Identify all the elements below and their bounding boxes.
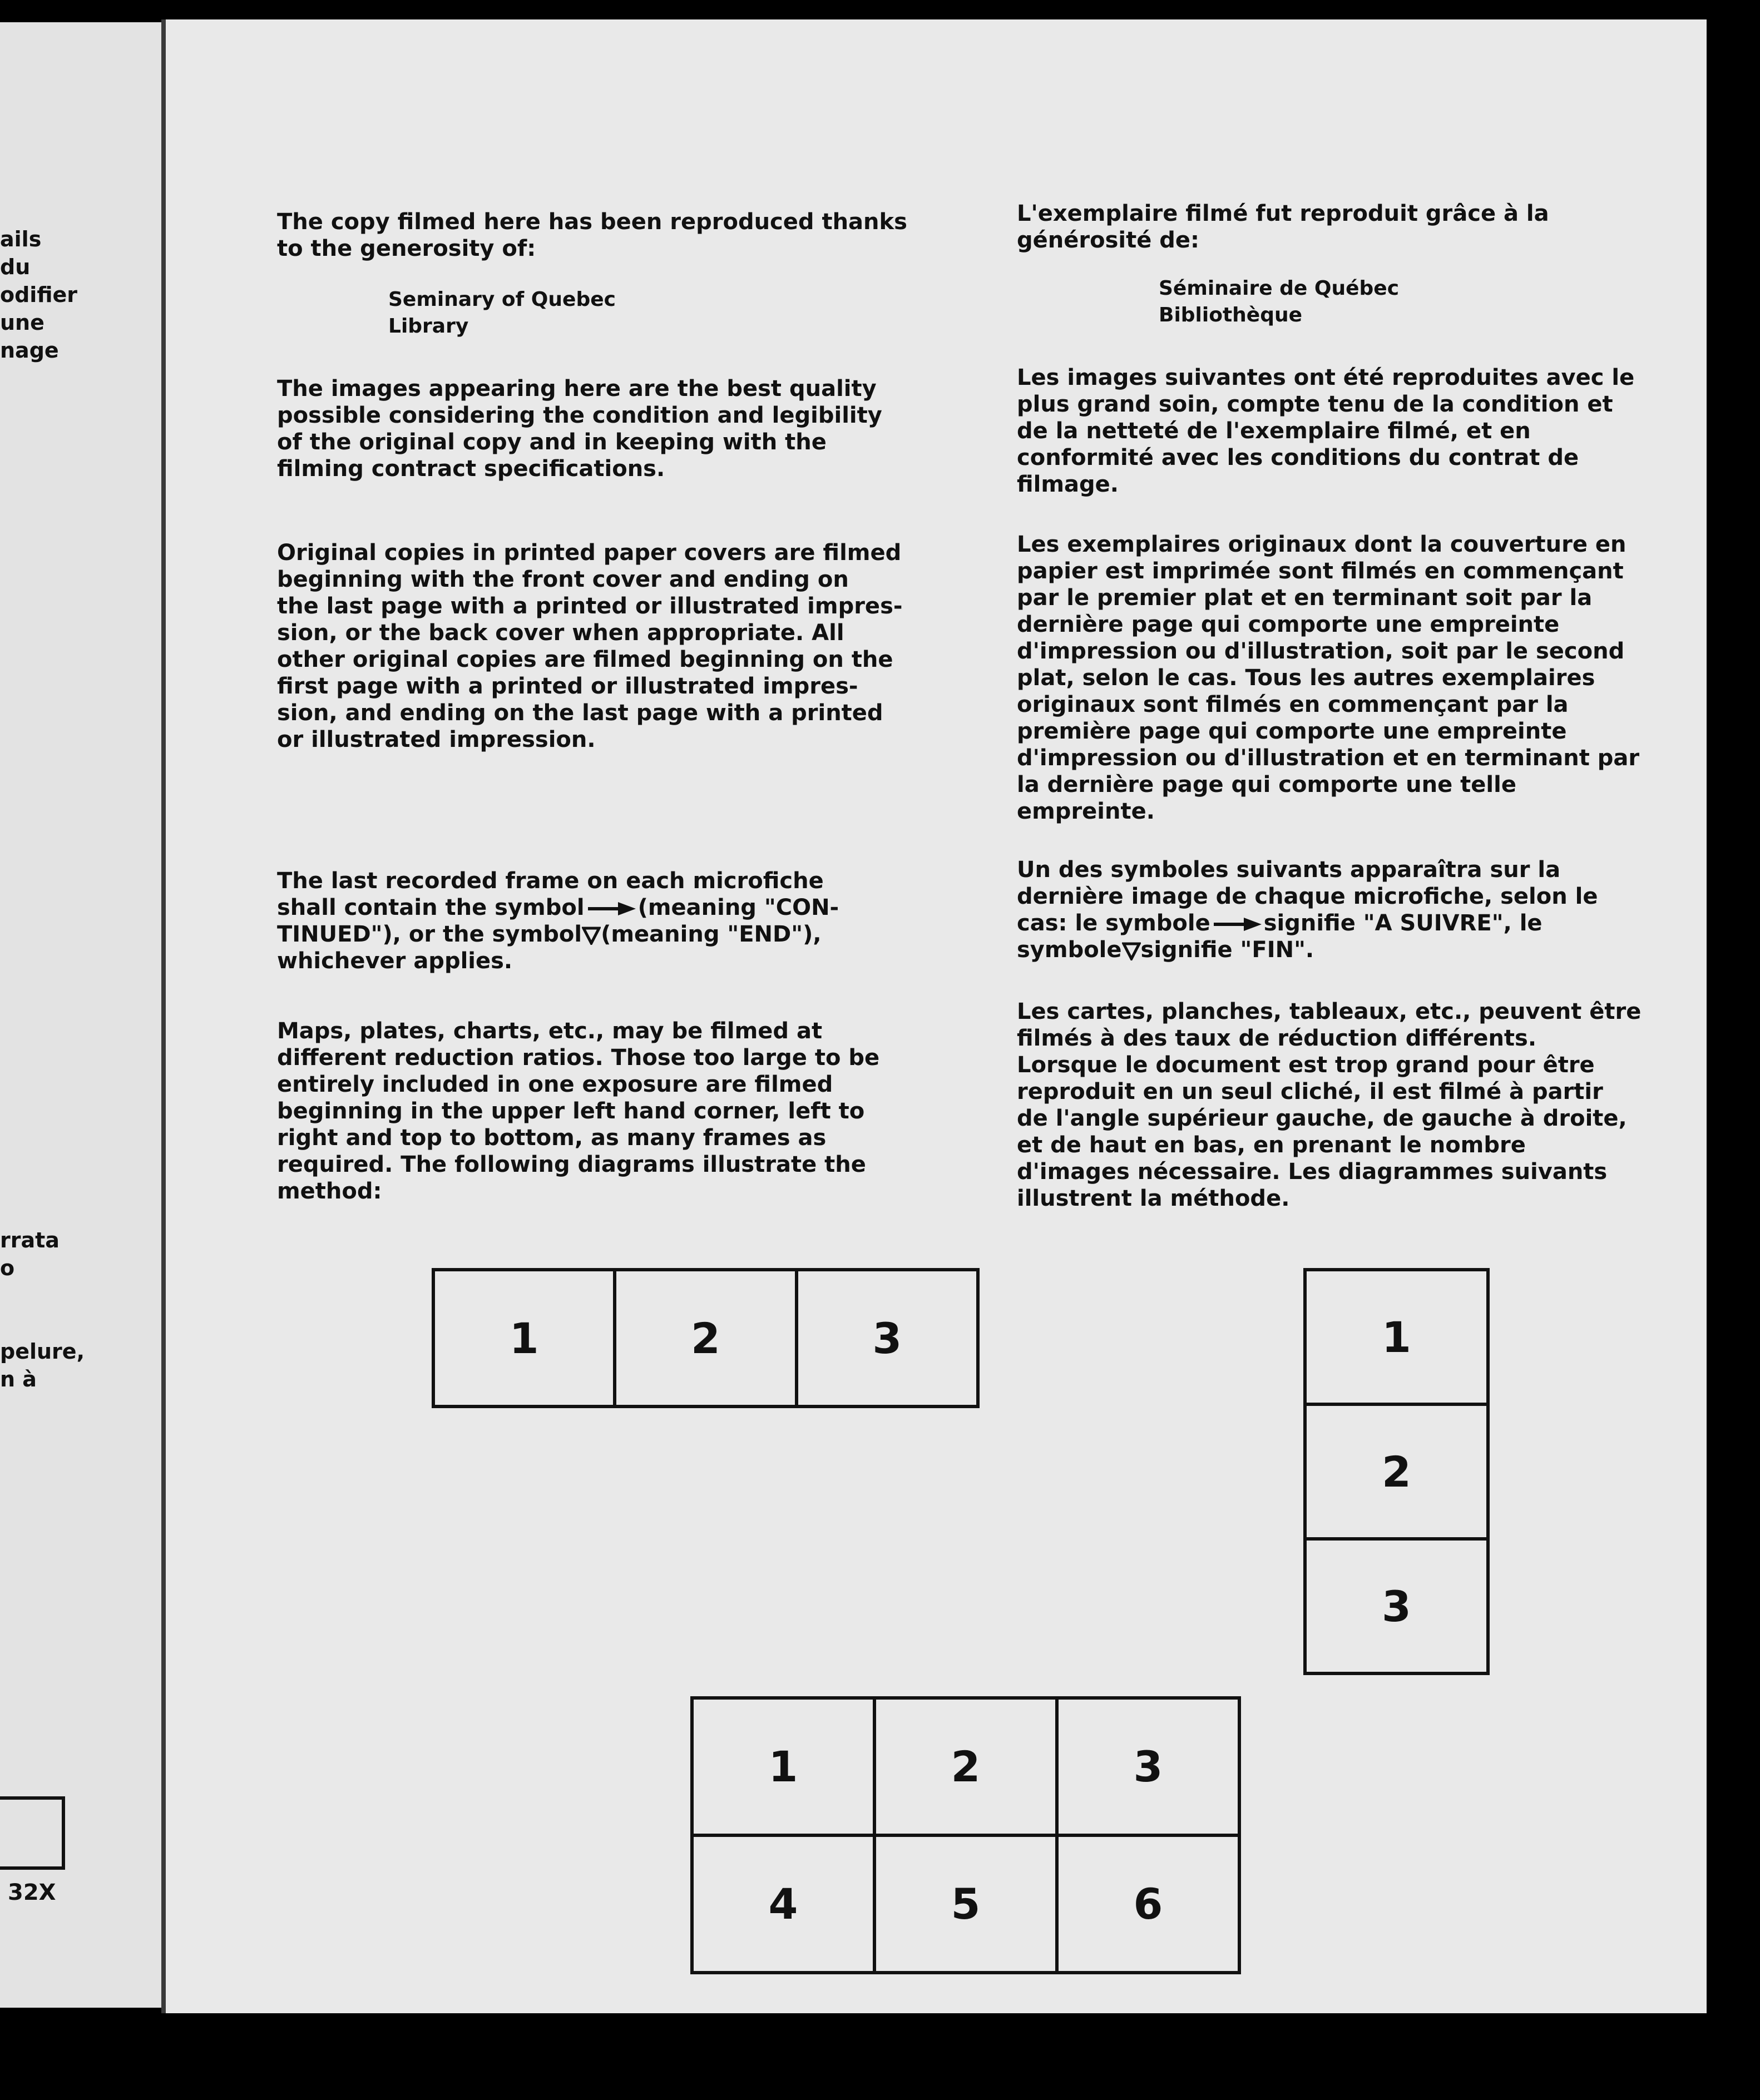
triangle-down-icon (582, 926, 601, 945)
symbols-text: The last recorded frame on each microfiche shall contain the symbol (277, 868, 824, 920)
frame-cell: 3 (1305, 1539, 1488, 1673)
frame-cell: 6 (1057, 1835, 1239, 1973)
diagram-row (432, 1268, 980, 1408)
thanks-paragraph: L'exemplaire filmé fut reproduit grâce à la générosité de: (1017, 201, 1549, 253)
frame-cell: 1 (433, 1270, 615, 1406)
symbols-text: signifie "A SUIVRE", le symbole (1017, 910, 1543, 963)
symbols-text: (meaning "CON- TINUED"), or the symbol (277, 895, 839, 947)
frame-cell: 1 (1305, 1270, 1488, 1404)
thanks-paragraph: The copy filmed here has been reproduced thanks to the generosity of: (277, 209, 907, 261)
symbols-paragraph (277, 868, 839, 974)
reduction-box (0, 1796, 65, 1870)
triangle-down-icon (1122, 942, 1141, 960)
maps-paragraph: Maps, plates, charts, etc., may be filmed at different reduction ratios. Those too large to be entirely included in one exposure are filmed beginning in the upper left hand corner, left to right and top to bottom, as many frames as required. The following diagrams illustrate the method: (277, 1018, 880, 1204)
fragment-text: n à (0, 1367, 37, 1391)
fragment-text: o (0, 1256, 15, 1280)
fragment-text: nage (0, 338, 59, 363)
frame-cell: 3 (1057, 1698, 1239, 1835)
frame-cell: 3 (797, 1270, 978, 1406)
fragment-text: odifier (0, 283, 78, 307)
frame-cell: 2 (615, 1270, 796, 1406)
fragment-text: rrata (0, 1228, 60, 1252)
frame-cell: 4 (692, 1835, 874, 1973)
symbols-paragraph (1017, 856, 1598, 963)
symbols-text: signifie "FIN". (1140, 937, 1314, 963)
diagram-column (1303, 1268, 1490, 1675)
microfiche-target-page (161, 19, 1707, 2013)
diagram-grid (690, 1696, 1241, 1974)
fragment-text: du (0, 255, 31, 279)
arrow-icon (585, 900, 638, 917)
frame-cell: 2 (874, 1698, 1057, 1835)
arrow-icon (1210, 916, 1264, 933)
frame-cell: 2 (1305, 1404, 1488, 1539)
fragment-text: pelure, (0, 1339, 85, 1364)
fragment-text: une (0, 310, 45, 335)
library-name: Seminary of Quebec Library (388, 288, 616, 338)
frame-cell: 5 (874, 1835, 1057, 1973)
frame-cell: 1 (692, 1698, 874, 1835)
covers-paragraph: Les exemplaires originaux dont la couverture en papier est imprimée sont filmés en commençant par le premier plat et en terminant soit par la dernière page qui comporte une empreinte d'impression ou d'illustration, soit par le second plat, selon le cas. Tous les autres exemplaires originaux sont filmés en commençant par la première page qui comporte une empreinte d'impression ou d'illustration et en terminant par la dernière page qui comporte une telle empreinte. (1017, 532, 1640, 824)
symbols-text: (meaning "END"), whichever applies. (277, 922, 822, 974)
symbols-text: Un des symboles suivants apparaîtra sur la dernière image de chaque microfiche, selon le cas: le symbole (1017, 857, 1598, 936)
adjacent-page-fragment (0, 22, 178, 2008)
maps-paragraph: Les cartes, planches, tableaux, etc., peuvent être filmés à des taux de réduction différents. Lorsque le document est trop grand pour être reproduit en un seul cliché, il est filmé à partir de l'angle supérieur gauche, de gauche à droite, et de haut en bas, en prenant le nombre d'images nécessaire. Les diagrammes suivants illustrent la méthode. (1017, 999, 1642, 1211)
quality-paragraph: Les images suivantes ont été reproduites avec le plus grand soin, compte tenu de la condition et de la netteté de l'exemplaire filmé, et en conformité avec les conditions du contrat de filmage. (1017, 365, 1635, 497)
library-name: Séminaire de Québec Bibliothèque (1159, 277, 1400, 326)
reduction-label: 32X (8, 1880, 56, 1905)
quality-paragraph: The images appearing here are the best quality possible considering the condition and legibility of the original copy and in keeping with the filming contract specifications. (277, 376, 882, 482)
fragment-text: ails (0, 227, 42, 251)
covers-paragraph: Original copies in printed paper covers are filmed beginning with the front cover and ending on the last page with a printed or illustrated impres- sion, or the back cover when appropriate. All other original copies are filmed beginning on the first page with a printed or illustrated impres- sion, and ending on the last page with a printed or illustrated impression. (277, 540, 903, 752)
